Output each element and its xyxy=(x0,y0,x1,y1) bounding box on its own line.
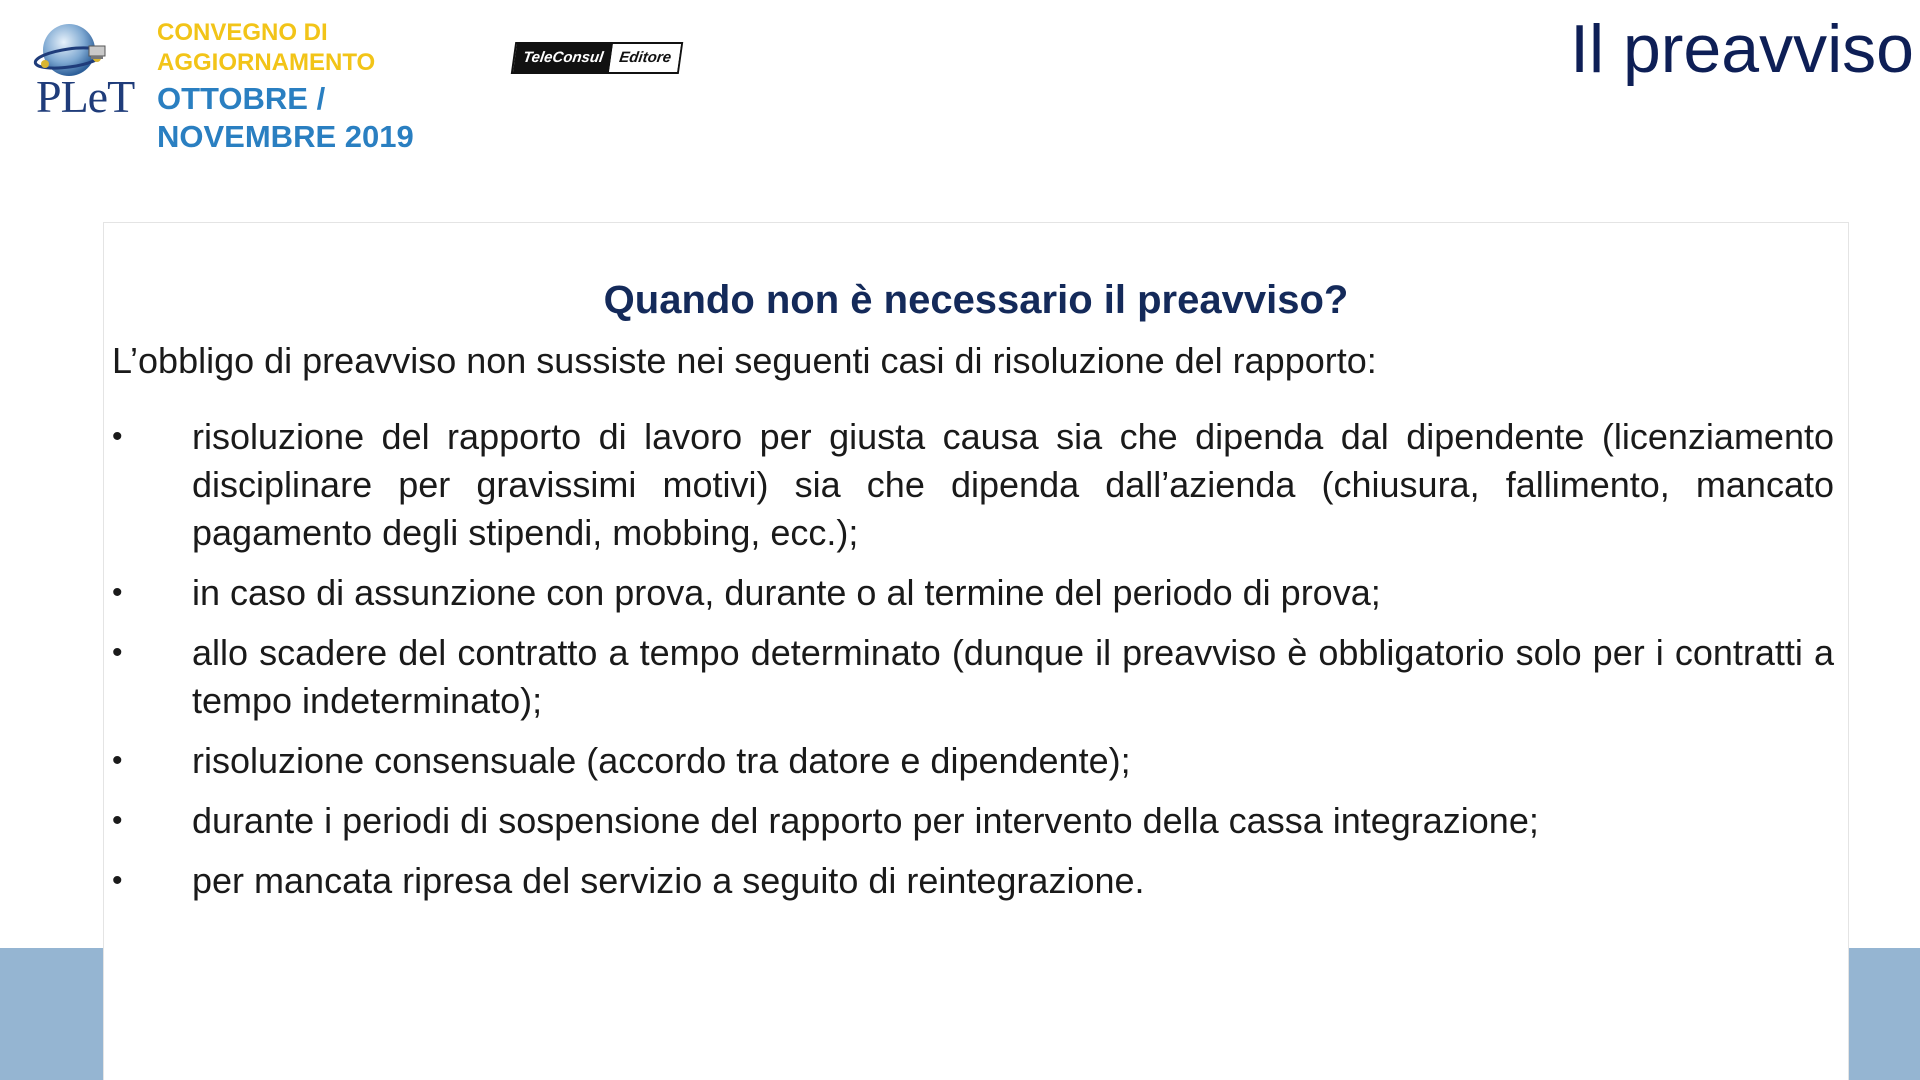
list-item xyxy=(104,737,1834,785)
list-item-text: allo scadere del contratto a tempo determinato (dunque il preavviso è obbligatorio solo per i contratti a tempo indeterminato); xyxy=(192,632,1834,721)
event-line-2: AGGIORNAMENTO xyxy=(157,49,376,76)
list-item xyxy=(104,857,1834,905)
list-item xyxy=(104,569,1834,617)
bullet-icon: • xyxy=(112,420,123,453)
intro-text: L’obbligo di preavviso non sussiste nei seguenti casi di risoluzione del rapporto: xyxy=(112,340,1377,381)
publisher-suffix: Editore xyxy=(609,44,681,72)
event-line-1: CONVEGNO DI xyxy=(157,19,328,46)
event-date-line-2: NOVEMBRE 2019 xyxy=(157,119,414,154)
content-panel xyxy=(103,222,1849,1080)
list-item xyxy=(104,629,1834,725)
publisher-name: TeleConsul xyxy=(513,44,613,72)
list-item-text: durante i periodi di sospensione del rapporto per intervento della cassa integrazione; xyxy=(192,800,1539,841)
list-item xyxy=(104,413,1834,557)
bullet-icon: • xyxy=(112,744,123,777)
bullet-icon: • xyxy=(112,636,123,669)
event-info xyxy=(157,18,414,156)
bullet-icon: • xyxy=(112,864,123,897)
list-item-text: per mancata ripresa del servizio a seguito di reintegrazione. xyxy=(192,860,1145,901)
event-date-line-1: OTTOBRE / xyxy=(157,81,326,116)
list-item xyxy=(104,797,1834,845)
bullet-icon: • xyxy=(112,804,123,837)
bullet-icon: • xyxy=(112,576,123,609)
bullet-list xyxy=(104,413,1834,917)
publisher-logo xyxy=(511,42,683,74)
list-item-text: risoluzione consensuale (accordo tra datore e dipendente); xyxy=(192,740,1131,781)
slide-title: Il preavviso xyxy=(1570,11,1914,87)
logo-wordmark: PLeT xyxy=(36,71,135,122)
list-item-text: risoluzione del rapporto di lavoro per giusta causa sia che dipenda dal dipendente (licenziamento disciplinare per gravissimi motivi) sia che dipenda dall’azienda (chiusura, fallimento, mancato pagamento degli stipendi, mobbing, ecc.); xyxy=(192,416,1834,553)
section-heading: Quando non è necessario il preavviso? xyxy=(603,278,1349,322)
list-item-text: in caso di assunzione con prova, durante o al termine del periodo di prova; xyxy=(192,572,1381,613)
